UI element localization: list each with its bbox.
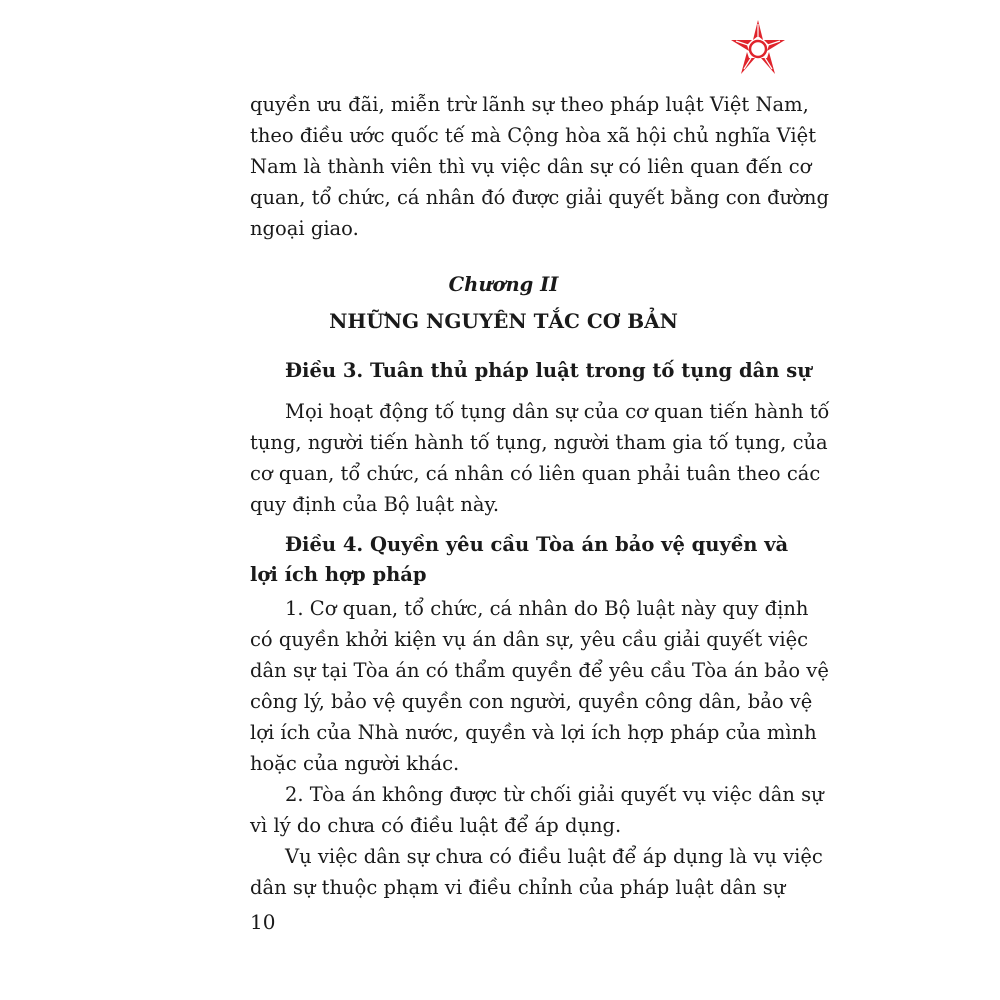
article-4-line: Vụ việc dân sự chưa có điều luật để áp dụng là vụ việc	[285, 845, 823, 868]
article-4-line: hoặc của người khác.	[250, 752, 460, 775]
paragraph-line: quyền ưu đãi, miễn trừ lãnh sự theo pháp luật Việt Nam,	[250, 93, 809, 116]
article-4-heading: lợi ích hợp pháp	[250, 563, 427, 586]
article-3-line: quy định của Bộ luật này.	[250, 493, 500, 516]
publisher-star-logo-icon	[728, 18, 788, 78]
chapter-label: Chương II	[448, 273, 559, 296]
article-4-line: lợi ích của Nhà nước, quyền và lợi ích hợp pháp của mình	[250, 721, 817, 744]
article-3-line: tụng, người tiến hành tố tụng, người tham gia tố tụng, của	[250, 431, 828, 454]
article-4-line: 2. Tòa án không được từ chối giải quyết vụ việc dân sự	[285, 783, 824, 806]
article-3-line: cơ quan, tổ chức, cá nhân có liên quan phải tuân theo các	[250, 462, 821, 485]
article-4-line: dân sự tại Tòa án có thẩm quyền để yêu cầu Tòa án bảo vệ	[250, 659, 829, 682]
article-4-line: 1. Cơ quan, tổ chức, cá nhân do Bộ luật này quy định	[285, 597, 809, 620]
paragraph-line: ngoại giao.	[250, 217, 359, 240]
article-3-line: Mọi hoạt động tố tụng dân sự của cơ quan tiến hành tố	[285, 400, 830, 423]
paragraph-line: theo điều ước quốc tế mà Cộng hòa xã hội chủ nghĩa Việt	[250, 124, 817, 147]
paragraph-line: Nam là thành viên thì vụ việc dân sự có liên quan đến cơ	[250, 155, 812, 178]
article-4-line: dân sự thuộc phạm vi điều chỉnh của pháp luật dân sự	[250, 876, 786, 899]
article-4-heading: Điều 4. Quyền yêu cầu Tòa án bảo vệ quyền và	[285, 533, 789, 556]
article-4-line: có quyền khởi kiện vụ án dân sự, yêu cầu giải quyết việc	[250, 628, 809, 651]
paragraph-line: quan, tổ chức, cá nhân đó được giải quyết bằng con đường	[250, 186, 829, 209]
page-number: 10	[250, 910, 276, 934]
article-3-heading: Điều 3. Tuân thủ pháp luật trong tố tụng dân sự	[285, 359, 812, 382]
article-4-line: vì lý do chưa có điều luật để áp dụng.	[250, 814, 622, 837]
chapter-title: NHỮNG NGUYÊN TẮC CƠ BẢN	[329, 309, 678, 333]
article-4-line: công lý, bảo vệ quyền con người, quyền công dân, bảo vệ	[250, 690, 813, 713]
